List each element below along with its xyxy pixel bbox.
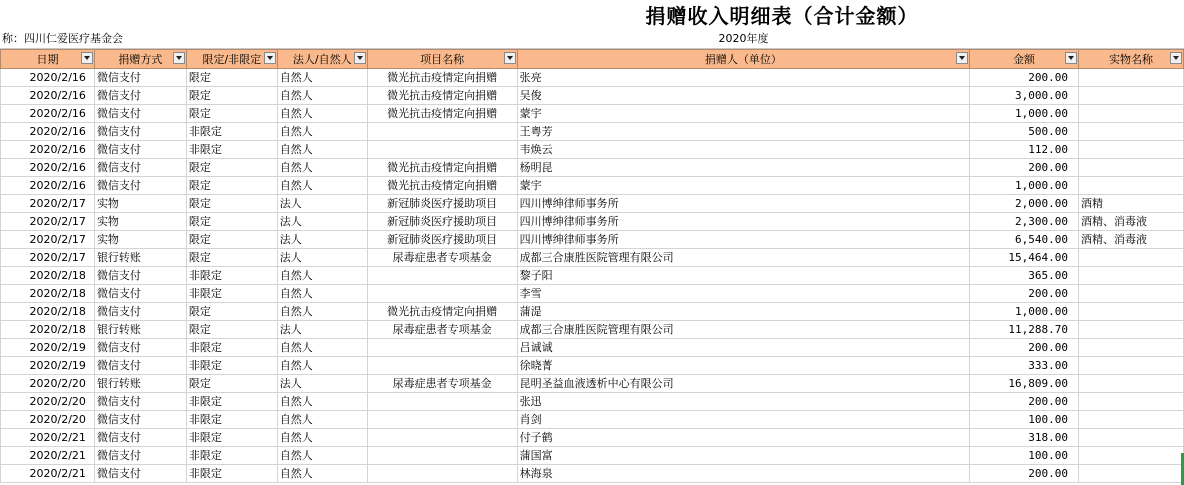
cell-item[interactable] [1079,105,1184,123]
cell-project[interactable] [367,285,517,303]
table-row [1,339,1184,357]
filter-dropdown-icon[interactable] [1170,52,1182,64]
cell-donor[interactable]: 杨明昆 [517,159,969,177]
filter-dropdown-icon[interactable] [956,52,968,64]
cell-date[interactable]: 2020/2/16 [1,141,95,159]
cell-project[interactable]: 微光抗击疫情定向捐赠 [367,69,517,87]
cell-restriction[interactable]: 限定 [186,87,277,105]
cell-amount[interactable]: 200.00 [970,159,1079,177]
cell-project[interactable]: 新冠肺炎医疗援助项目 [367,231,517,249]
cell-restriction[interactable]: 限定 [186,249,277,267]
cell-amount[interactable]: 15,464.00 [970,249,1079,267]
cell-item[interactable] [1079,267,1184,285]
cell-donor-type[interactable]: 自然人 [277,105,367,123]
table-row [1,429,1184,447]
cell-donor[interactable]: 蒲国富 [517,447,969,465]
cell-donor-type[interactable]: 自然人 [277,465,367,483]
cell-donor[interactable]: 付子鹤 [517,429,969,447]
table-row [1,267,1184,285]
cell-restriction[interactable]: 限定 [186,375,277,393]
cell-project[interactable]: 新冠肺炎医疗援助项目 [367,195,517,213]
cell-donor[interactable]: 蒲湜 [517,303,969,321]
cell-method[interactable]: 微信支付 [94,177,186,195]
cell-method[interactable]: 微信支付 [94,267,186,285]
cell-project[interactable]: 尿毒症患者专项基金 [367,375,517,393]
cell-project[interactable]: 微光抗击疫情定向捐赠 [367,87,517,105]
cell-donor[interactable]: 韦焕云 [517,141,969,159]
cell-amount[interactable]: 112.00 [970,141,1079,159]
cell-date[interactable]: 2020/2/17 [1,213,95,231]
cell-project[interactable]: 微光抗击疫情定向捐赠 [367,177,517,195]
cell-date[interactable]: 2020/2/20 [1,393,95,411]
filter-dropdown-icon[interactable] [81,52,93,64]
organization-label[interactable]: 称：四川仁爱医疗基金会 [2,32,123,45]
column-header-donor[interactable]: 捐赠人（单位） [517,50,969,69]
table-row [1,465,1184,483]
cell-restriction[interactable]: 限定 [186,69,277,87]
cell-amount[interactable]: 200.00 [970,285,1079,303]
cell-amount[interactable]: 100.00 [970,411,1079,429]
cell-amount[interactable]: 200.00 [970,339,1079,357]
cell-restriction[interactable]: 限定 [186,177,277,195]
table-row [1,231,1184,249]
cell-donor[interactable]: 蒙宇 [517,177,969,195]
cell-method[interactable]: 微信支付 [94,339,186,357]
cell-project[interactable] [367,357,517,375]
cell-method[interactable]: 微信支付 [94,357,186,375]
column-header-date[interactable]: 日期 [1,50,95,69]
column-header-amount[interactable]: 金额 [970,50,1079,69]
cell-date[interactable]: 2020/2/16 [1,159,95,177]
cell-donor-type[interactable]: 自然人 [277,429,367,447]
cell-donor-type[interactable]: 法人 [277,213,367,231]
cell-amount[interactable]: 3,000.00 [970,87,1079,105]
cell-item[interactable] [1079,465,1184,483]
filter-dropdown-icon[interactable] [504,52,516,64]
cell-restriction[interactable]: 限定 [186,195,277,213]
filter-dropdown-icon[interactable] [1065,52,1077,64]
cell-method[interactable]: 微信支付 [94,393,186,411]
cell-donor-type[interactable]: 自然人 [277,159,367,177]
table-row [1,195,1184,213]
cell-project[interactable] [367,393,517,411]
cell-item[interactable] [1079,339,1184,357]
table-row [1,213,1184,231]
cell-donor[interactable]: 四川博绅律师事务所 [517,231,969,249]
cell-method[interactable]: 微信支付 [94,429,186,447]
cell-restriction[interactable]: 非限定 [186,123,277,141]
cell-project[interactable]: 尿毒症患者专项基金 [367,321,517,339]
cell-project[interactable] [367,123,517,141]
cell-donor[interactable]: 林海泉 [517,465,969,483]
cell-donor-type[interactable]: 自然人 [277,339,367,357]
cell-amount[interactable]: 1,000.00 [970,177,1079,195]
table-row [1,375,1184,393]
cell-date[interactable]: 2020/2/19 [1,357,95,375]
table-row [1,285,1184,303]
cell-amount[interactable]: 1,000.00 [970,105,1079,123]
cell-item[interactable] [1079,123,1184,141]
cell-date[interactable]: 2020/2/18 [1,303,95,321]
cell-amount[interactable]: 200.00 [970,393,1079,411]
cell-restriction[interactable]: 限定 [186,303,277,321]
cell-donor-type[interactable]: 自然人 [277,357,367,375]
cell-item[interactable] [1079,159,1184,177]
cell-donor-type[interactable]: 自然人 [277,285,367,303]
cell-item[interactable]: 酒精 [1079,195,1184,213]
cell-donor-type[interactable]: 自然人 [277,303,367,321]
cell-restriction[interactable]: 非限定 [186,339,277,357]
cell-method[interactable]: 微信支付 [94,447,186,465]
table-row [1,393,1184,411]
year-label[interactable]: 2020年度 [718,32,769,45]
cell-donor-type[interactable]: 自然人 [277,141,367,159]
cell-item[interactable] [1079,429,1184,447]
cell-restriction[interactable]: 非限定 [186,285,277,303]
cell-date[interactable]: 2020/2/17 [1,231,95,249]
column-header-item[interactable]: 实物名称 [1079,50,1184,69]
cell-donor[interactable]: 张亮 [517,69,969,87]
cell-amount[interactable]: 318.00 [970,429,1079,447]
cell-donor[interactable]: 昆明圣益血液透析中心有限公司 [517,375,969,393]
cell-date[interactable]: 2020/2/18 [1,285,95,303]
cell-project[interactable] [367,141,517,159]
cell-date[interactable]: 2020/2/16 [1,177,95,195]
cell-method[interactable]: 实物 [94,195,186,213]
table-row [1,69,1184,87]
cell-donor[interactable]: 蒙宇 [517,105,969,123]
cell-date[interactable]: 2020/2/18 [1,321,95,339]
cell-date[interactable]: 2020/2/21 [1,447,95,465]
cell-donor-type[interactable]: 法人 [277,249,367,267]
cell-donor[interactable]: 成都三合康胜医院管理有限公司 [517,321,969,339]
cell-restriction[interactable]: 限定 [186,231,277,249]
cell-date[interactable]: 2020/2/20 [1,375,95,393]
cell-donor-type[interactable]: 法人 [277,375,367,393]
header-row [1,50,1184,69]
table-row [1,249,1184,267]
cell-restriction[interactable]: 非限定 [186,267,277,285]
cell-restriction[interactable]: 非限定 [186,447,277,465]
cell-donor-type[interactable]: 自然人 [277,447,367,465]
table-row [1,411,1184,429]
cell-donor-type[interactable]: 自然人 [277,69,367,87]
cell-project[interactable]: 微光抗击疫情定向捐赠 [367,303,517,321]
cell-amount[interactable]: 2,000.00 [970,195,1079,213]
cell-donor[interactable]: 四川博绅律师事务所 [517,213,969,231]
cell-method[interactable]: 微信支付 [94,411,186,429]
cell-amount[interactable]: 500.00 [970,123,1079,141]
cell-method[interactable]: 银行转账 [94,321,186,339]
cell-method[interactable]: 实物 [94,213,186,231]
cell-item[interactable] [1079,177,1184,195]
column-header-method[interactable]: 捐赠方式 [94,50,186,69]
cell-item[interactable] [1079,321,1184,339]
cell-date[interactable]: 2020/2/16 [1,87,95,105]
cell-date[interactable]: 2020/2/16 [1,105,95,123]
cell-item[interactable] [1079,141,1184,159]
table-body [1,69,1184,483]
table-row [1,321,1184,339]
cell-donor[interactable]: 四川博绅律师事务所 [517,195,969,213]
cell-item[interactable] [1079,303,1184,321]
cell-item[interactable] [1079,447,1184,465]
cell-donor[interactable]: 王粤芳 [517,123,969,141]
table-row [1,303,1184,321]
table-row [1,105,1184,123]
cell-item[interactable] [1079,69,1184,87]
cell-amount[interactable]: 1,000.00 [970,303,1079,321]
cell-item[interactable] [1079,249,1184,267]
table-row [1,357,1184,375]
cell-restriction[interactable]: 限定 [186,321,277,339]
cell-donor[interactable]: 成都三合康胜医院管理有限公司 [517,249,969,267]
cell-item[interactable] [1079,411,1184,429]
table-row [1,87,1184,105]
cell-restriction[interactable]: 非限定 [186,429,277,447]
cell-donor-type[interactable]: 自然人 [277,87,367,105]
cell-method[interactable]: 微信支付 [94,69,186,87]
cell-date[interactable]: 2020/2/16 [1,123,95,141]
cell-donor-type[interactable]: 法人 [277,195,367,213]
cell-donor[interactable]: 吴俊 [517,87,969,105]
sheet-title: 捐赠收入明细表（合计金额） [645,4,919,28]
cell-donor-type[interactable]: 自然人 [277,267,367,285]
table-row [1,141,1184,159]
cell-donor[interactable]: 肖剑 [517,411,969,429]
cell-donor[interactable]: 张迅 [517,393,969,411]
table-row [1,159,1184,177]
cell-method[interactable]: 实物 [94,231,186,249]
cell-method[interactable]: 银行转账 [94,249,186,267]
cell-restriction[interactable]: 非限定 [186,393,277,411]
cell-project[interactable] [367,465,517,483]
cell-item[interactable] [1079,375,1184,393]
table-row [1,123,1184,141]
cell-donor-type[interactable]: 自然人 [277,177,367,195]
cell-method[interactable]: 微信支付 [94,105,186,123]
cell-method[interactable]: 微信支付 [94,465,186,483]
cell-restriction[interactable]: 非限定 [186,141,277,159]
cell-project[interactable] [367,429,517,447]
cell-restriction[interactable]: 非限定 [186,465,277,483]
cell-item[interactable] [1079,87,1184,105]
cell-amount[interactable]: 200.00 [970,465,1079,483]
cell-date[interactable]: 2020/2/18 [1,267,95,285]
cell-project[interactable] [367,267,517,285]
cell-date[interactable]: 2020/2/17 [1,249,95,267]
cell-amount[interactable]: 333.00 [970,357,1079,375]
cell-item[interactable]: 酒精、消毒液 [1079,213,1184,231]
cell-item[interactable] [1079,357,1184,375]
cell-project[interactable] [367,411,517,429]
filter-dropdown-icon[interactable] [264,52,276,64]
cell-method[interactable]: 微信支付 [94,285,186,303]
cell-item[interactable] [1079,393,1184,411]
cell-project[interactable]: 微光抗击疫情定向捐赠 [367,105,517,123]
cell-amount[interactable]: 365.00 [970,267,1079,285]
cell-date[interactable]: 2020/2/16 [1,69,95,87]
cell-donor[interactable]: 徐晓菁 [517,357,969,375]
cell-date[interactable]: 2020/2/21 [1,465,95,483]
cell-date[interactable]: 2020/2/19 [1,339,95,357]
cell-date[interactable]: 2020/2/20 [1,411,95,429]
cell-amount[interactable]: 6,540.00 [970,231,1079,249]
cell-amount[interactable]: 11,288.70 [970,321,1079,339]
cell-method[interactable]: 微信支付 [94,141,186,159]
column-header-restriction[interactable]: 限定/非限定 [186,50,277,69]
cell-project[interactable]: 尿毒症患者专项基金 [367,249,517,267]
cell-amount[interactable]: 16,809.00 [970,375,1079,393]
cell-project[interactable] [367,447,517,465]
cell-donor[interactable]: 黎子阳 [517,267,969,285]
cell-donor-type[interactable]: 法人 [277,231,367,249]
donation-table [0,49,1184,483]
cell-amount[interactable]: 200.00 [970,69,1079,87]
cell-donor-type[interactable]: 自然人 [277,123,367,141]
cell-date[interactable]: 2020/2/21 [1,429,95,447]
cell-method[interactable]: 微信支付 [94,159,186,177]
cell-method[interactable]: 微信支付 [94,303,186,321]
filter-dropdown-icon[interactable] [354,52,366,64]
cell-project[interactable] [367,339,517,357]
cell-donor-type[interactable]: 自然人 [277,393,367,411]
cell-restriction[interactable]: 限定 [186,159,277,177]
cell-donor-type[interactable]: 法人 [277,321,367,339]
sub-header-row [0,30,1184,49]
cell-restriction[interactable]: 限定 [186,105,277,123]
cell-donor-type[interactable]: 自然人 [277,411,367,429]
filter-dropdown-icon[interactable] [173,52,185,64]
cell-amount[interactable]: 100.00 [970,447,1079,465]
cell-restriction[interactable]: 非限定 [186,411,277,429]
cell-amount[interactable]: 2,300.00 [970,213,1079,231]
cell-method[interactable]: 微信支付 [94,123,186,141]
cell-donor[interactable]: 吕诚诚 [517,339,969,357]
table-row [1,447,1184,465]
column-header-donor-type[interactable]: 法人/自然人 [277,50,367,69]
table-row [1,177,1184,195]
cell-date[interactable]: 2020/2/17 [1,195,95,213]
cell-item[interactable] [1079,285,1184,303]
column-header-project[interactable]: 项目名称 [367,50,517,69]
cell-project[interactable]: 微光抗击疫情定向捐赠 [367,159,517,177]
cell-restriction[interactable]: 限定 [186,213,277,231]
cell-donor[interactable]: 李雪 [517,285,969,303]
cell-restriction[interactable]: 非限定 [186,357,277,375]
cell-method[interactable]: 银行转账 [94,375,186,393]
cell-item[interactable]: 酒精、消毒液 [1079,231,1184,249]
cell-method[interactable]: 微信支付 [94,87,186,105]
cell-project[interactable]: 新冠肺炎医疗援助项目 [367,213,517,231]
